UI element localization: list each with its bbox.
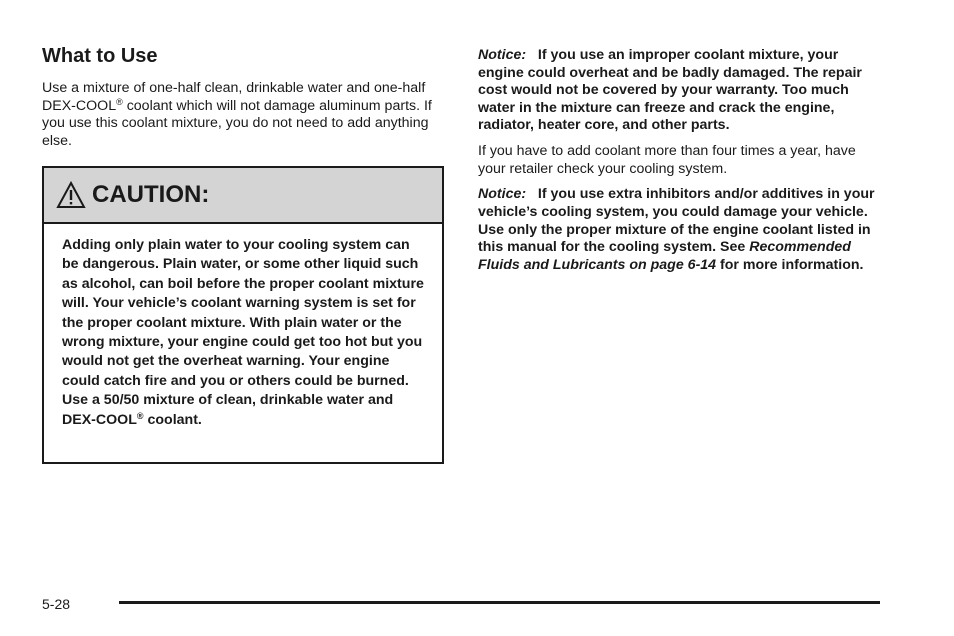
intro-paragraph: Use a mixture of one-half clean, drinkable water and one-half DEX-COOL® coolant which will not damage aluminum parts. If you use this coolant mixture, you do not need to add anything else. [42,80,432,150]
caution-title: CAUTION: [92,181,210,208]
notice-paragraph-1: Notice: If you use an improper coolant mixture, your engine could overheat and be badly damaged. The repair cost would not be covered by your warranty. Too much water in the mixture can freeze and crack the engine, radiator, heater core, and other parts. [478,47,862,134]
caution-box [42,166,444,464]
page-number: 5-28 [42,596,71,612]
right-column [478,47,878,282]
caution-body: Adding only plain water to your cooling system can be dangerous. Plain water, or some other liquid such as alcohol, can boil before the proper coolant mixture will. Your vehicle’s coolant warning system is set for the proper coolant mixture. With plain water or the wrong mixture, your engine could get too hot but you would not get the overheat warning. Your engine could catch fire and you or others could be burned. Use a 50/50 mixture of clean, drinkable water and DEX-COOL® coolant. [62,237,424,428]
warning-triangle-icon [56,181,86,209]
notice-label: Notice: [478,47,527,63]
notice-label: Notice: [478,186,527,203]
footer-rule [119,601,880,604]
body-paragraph: If you have to add coolant more than four times a year, have your retailer check your cooling system. [478,142,856,177]
caution-header [44,168,442,224]
cross-reference: Recommended Fluids and Lubricants on page 6-14 [478,239,851,273]
notice-paragraph-2: Notice: If you use extra inhibitors and/or additives in your vehicle’s cooling system, you could damage your vehicle. Use only the proper mixture of the engine coolant listed in this manual for the cooling system. See Recommended Fluids and Lubricants on page 6-14 for more information. [478,186,875,273]
registered-mark: ® [116,96,123,107]
section-heading: What to Use [42,45,158,67]
registered-mark: ® [136,410,144,421]
left-column [42,44,444,151]
